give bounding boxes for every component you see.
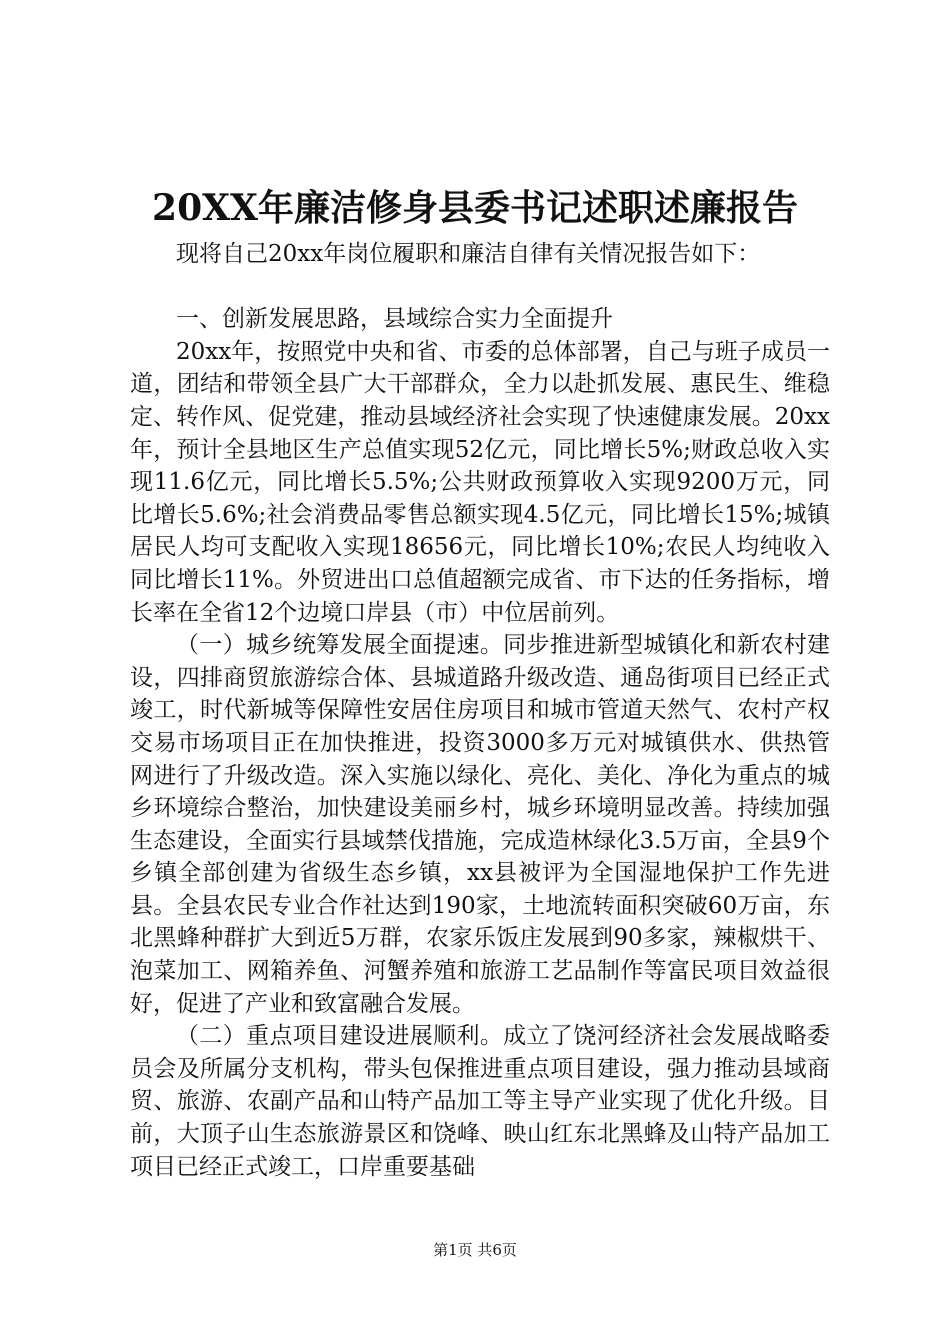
page-title: 20XX年廉洁修身县委书记述职述廉报告: [152, 187, 798, 229]
document-body: [130, 238, 830, 1183]
body-paragraph: （二）重点项目建设进展顺利。成立了饶河经济社会发展战略委员会及所属分支机构，带头包保推进重点项目建设，强力推动县域商贸、旅游、农副产品和山特产品加工等主导产业实现了优化升级。目前，大顶子山生态旅游景区和饶峰、映山红东北黑蜂及山特产品加工项目已经正式竣工，口岸重要基础: [130, 1023, 830, 1180]
body-paragraph: 20xx年，按照党中央和省、市委的总体部署，自己与班子成员一道，团结和带领全县广大干部群众，全力以赴抓发展、惠民生、维稳定、转作风、促党建，推动县域经济社会实现了快速健康发展。20xx年，预计全县地区生产总值实现52亿元，同比增长5%;财政总收入实现11.6亿元，同比增长5.5%;公共财政预算收入实现9200万元，同比增长5.6%;社会消费品零售总额实现4.5亿元，同比增长15%;城镇居民人均可支配收入实现18656元，同比增长10%;农民人均纯收入同比增长11%。外贸进出口总值超额完成省、市下达的任务指标，增长率在全省12个边境口岸县（市）中位居前列。: [130, 338, 830, 626]
body-paragraph: （一）城乡统筹发展全面提速。同步推进新型城镇化和新农村建设，四排商贸旅游综合体、县城道路升级改造、通岛街项目已经正式竣工，时代新城等保障性安居住房项目和城市管道天然气、农村产权交易市场项目正在加快推进，投资3000多万元对城镇供水、供热管网进行了升级改造。深入实施以绿化、亮化、美化、净化为重点的城乡环境综合整治，加快建设美丽乡村，城乡环境明显改善。持续加强生态建设，全面实行县域禁伐措施，完成造林绿化3.5万亩，全县9个乡镇全部创建为省级生态乡镇，xx县被评为全国湿地保护工作先进县。全县农民专业合作社达到190家，土地流转面积突破60万亩，东北黑蜂种群扩大到近5万群，农家乐饭庄发展到90多家，辣椒烘干、泡菜加工、网箱养鱼、河蟹养殖和旅游工艺品制作等富民项目效益很好，促进了产业和致富融合发展。: [130, 632, 830, 1017]
blank-line: [130, 271, 830, 304]
section-heading: 一、创新发展思路，县域综合实力全面提升: [176, 306, 613, 333]
page-footer: 第1页 共6页: [433, 1241, 517, 1259]
intro-paragraph: 现将自己20xx年岗位履职和廉洁自律有关情况报告如下：: [176, 241, 761, 267]
